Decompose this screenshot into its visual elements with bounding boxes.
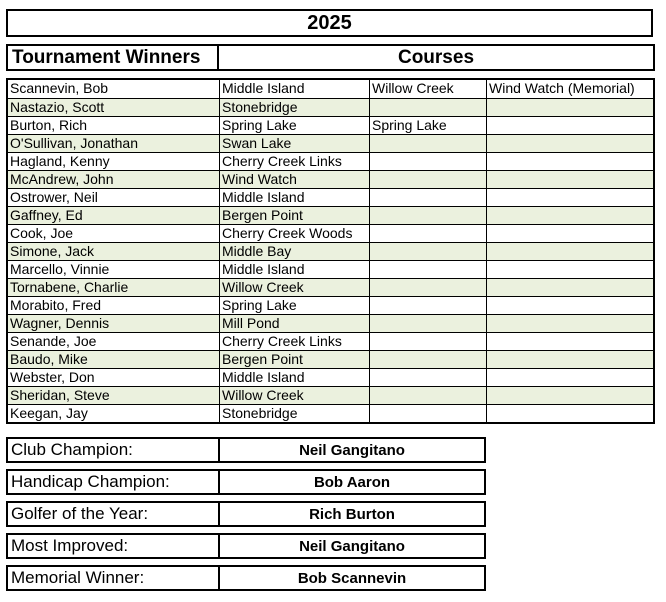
table-row (8, 350, 653, 368)
course-cell: Spring Lake (220, 297, 370, 314)
course-cell (370, 405, 487, 422)
course-cell (370, 333, 487, 350)
course-cell (370, 387, 487, 404)
award-value: Neil Gangitano (299, 537, 405, 555)
courses-header: Courses (397, 46, 475, 68)
course-cell: Spring Lake (220, 117, 370, 134)
course-cell (370, 351, 487, 368)
award-row (6, 565, 486, 591)
course-cell: Bergen Point (220, 207, 370, 224)
course-cell (370, 207, 487, 224)
course-cell: Cherry Creek Woods (220, 225, 370, 242)
winner-name: Burton, Rich (8, 117, 220, 134)
course-cell (370, 279, 487, 296)
course-cell (487, 369, 653, 386)
course-cell (370, 261, 487, 278)
table-row (8, 332, 653, 350)
award-label: Memorial Winner: (8, 567, 220, 589)
course-cell (487, 333, 653, 350)
table-row (8, 206, 653, 224)
winner-name: Wagner, Dennis (8, 315, 220, 332)
course-cell: Willow Creek (220, 279, 370, 296)
winner-name: Keegan, Jay (8, 405, 220, 422)
course-cell (370, 225, 487, 242)
table-row (8, 296, 653, 314)
course-cell (487, 387, 653, 404)
course-cell: Cherry Creek Links (220, 333, 370, 350)
course-cell: Stonebridge (220, 99, 370, 116)
table-row (8, 98, 653, 116)
award-row (6, 469, 486, 495)
winner-name: Hagland, Kenny (8, 153, 220, 170)
course-cell: Mill Pond (220, 315, 370, 332)
course-cell (370, 153, 487, 170)
table-row (8, 386, 653, 404)
table-row (8, 188, 653, 206)
winner-name: Ostrower, Neil (8, 189, 220, 206)
course-cell (487, 135, 653, 152)
course-cell (370, 297, 487, 314)
course-cell (370, 315, 487, 332)
course-cell: Wind Watch (Memorial) (489, 80, 635, 96)
course-cell (370, 369, 487, 386)
course-cell (487, 279, 653, 296)
award-row (6, 437, 486, 463)
table-row (8, 278, 653, 296)
table-row (8, 224, 653, 242)
winner-name: O'Sullivan, Jonathan (8, 135, 220, 152)
course-cell: Cherry Creek Links (220, 153, 370, 170)
table-row (8, 152, 653, 170)
winner-name: Cook, Joe (8, 225, 220, 242)
award-label: Handicap Champion: (8, 471, 220, 493)
course-cell (487, 207, 653, 224)
award-value: Neil Gangitano (299, 441, 405, 459)
award-value: Rich Burton (309, 505, 395, 523)
course-cell: Willow Creek (370, 80, 487, 98)
course-cell: Middle Island (220, 369, 370, 386)
winner-name: Nastazio, Scott (8, 99, 220, 116)
winner-name: McAndrew, John (8, 171, 220, 188)
course-cell: Willow Creek (220, 387, 370, 404)
year-title: 2025 (6, 9, 653, 37)
course-cell (487, 261, 653, 278)
course-cell (487, 171, 653, 188)
award-label: Club Champion: (8, 439, 220, 461)
winners-header: Tournament Winners (8, 46, 219, 69)
course-cell (487, 153, 653, 170)
course-cell (487, 189, 653, 206)
winner-name: Tornabene, Charlie (8, 279, 220, 296)
winner-name: Marcello, Vinnie (8, 261, 220, 278)
award-label: Golfer of the Year: (8, 503, 220, 525)
course-cell (370, 171, 487, 188)
winner-name: Simone, Jack (8, 243, 220, 260)
course-cell (370, 135, 487, 152)
course-cell (487, 315, 653, 332)
course-cell: Wind Watch (220, 171, 370, 188)
winner-name: Morabito, Fred (8, 297, 220, 314)
winner-name: Sheridan, Steve (8, 387, 220, 404)
course-cell: Middle Island (220, 189, 370, 206)
course-cell: Swan Lake (220, 135, 370, 152)
winner-name: Senande, Joe (8, 333, 220, 350)
winner-name: Baudo, Mike (8, 351, 220, 368)
table-row (8, 260, 653, 278)
course-cell (370, 189, 487, 206)
table-row (8, 404, 653, 422)
table-header (6, 44, 655, 71)
course-cell (487, 297, 653, 314)
course-cell: Middle Island (220, 261, 370, 278)
course-cell: Bergen Point (220, 351, 370, 368)
table-row (8, 116, 653, 134)
award-value: Bob Scannevin (297, 569, 407, 587)
awards-section (6, 437, 486, 597)
table-row (8, 242, 653, 260)
course-cell: Stonebridge (220, 405, 370, 422)
course-cell: Middle Bay (220, 243, 370, 260)
course-cell (487, 243, 653, 260)
course-cell (487, 99, 653, 116)
course-cell (487, 405, 653, 422)
table-row (8, 134, 653, 152)
award-row (6, 501, 486, 527)
table-row (8, 314, 653, 332)
award-value: Bob Aaron (313, 473, 391, 491)
winner-name: Gaffney, Ed (8, 207, 220, 224)
course-cell (370, 99, 487, 116)
course-cell: Spring Lake (370, 117, 487, 134)
table-row (8, 170, 653, 188)
course-cell (487, 351, 653, 368)
award-label: Most Improved: (8, 535, 220, 557)
table-row (8, 368, 653, 386)
winner-name: Scannevin, Bob (8, 80, 220, 98)
award-row (6, 533, 486, 559)
winners-table (6, 78, 655, 424)
course-cell (370, 243, 487, 260)
course-cell: Middle Island (220, 80, 370, 98)
table-row (8, 80, 653, 98)
course-cell (487, 117, 653, 134)
winner-name: Webster, Don (8, 369, 220, 386)
course-cell (487, 225, 653, 242)
